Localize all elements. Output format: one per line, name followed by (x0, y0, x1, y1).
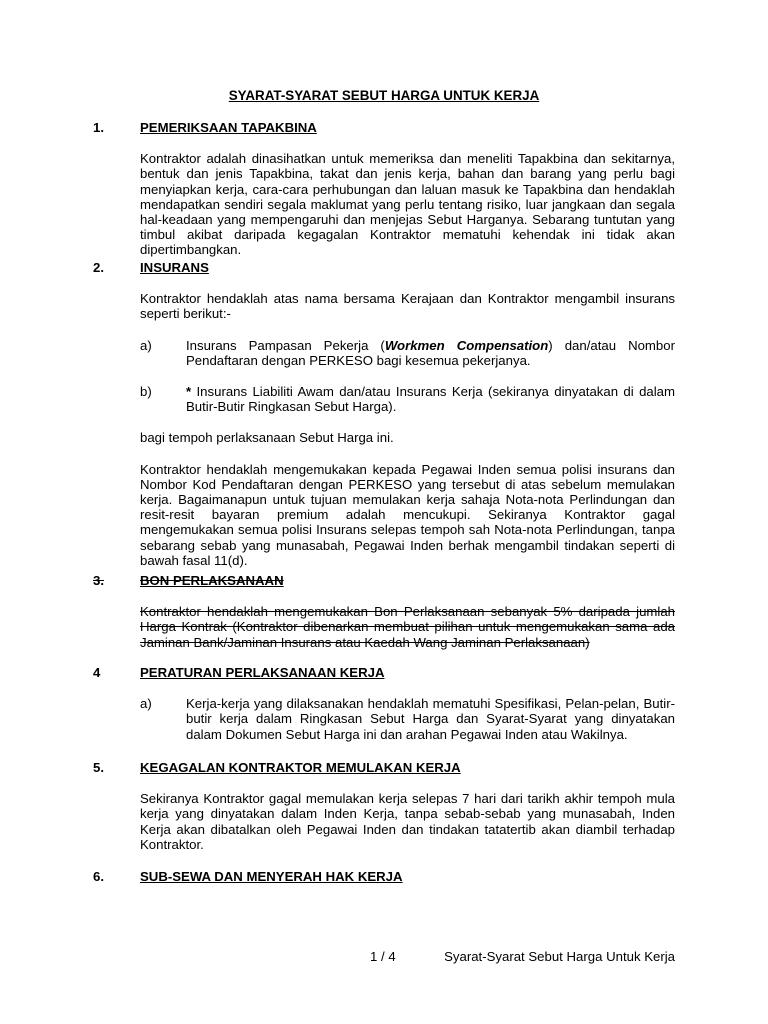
item-letter: a) (140, 696, 152, 712)
item-text (186, 384, 675, 414)
item-letter: a) (140, 337, 152, 353)
list-item-b (140, 384, 675, 414)
section-2-heading (93, 260, 675, 275)
item-text (186, 338, 675, 368)
section-1-paragraph: Kontraktor adalah dinasihatkan untuk memeriksa dan meneliti Tapakbina dan sekitarnya, bentuk dan jenis Tapakbina, takat dan jenis kerja, bahan dan barang yang perlu bagi menyiapkan kerja, cara-cara perhubungan dan laluan masuk ke Tapakbina dan hendaklah mendapatkan sendiri segala maklumat yang perlu tentang risiko, luar jangkaan dan segala hal-keadaan yang mempengaruhi dan menjejas Sebut Harganya. Sebarang tuntutan yang timbul akibat daripada kegagalan Kontraktor mematuhi kehendak ini tidak akan dipertimbangkan. (140, 151, 675, 258)
section-2-polisi: Kontraktor hendaklah mengemukakan kepada Pegawai Inden semua polisi insurans dan Nombor Kod Pendaftaran dengan PERKESO yang tersebut di atas sebelum memulakan kerja. Bagaimanapun untuk tujuan memulakan kerja sahaja Nota-nota Perlindungan dan resit-resit bayaran premium adalah mencukupi. Sekiranya Kontraktor gagal mengemukakan semua polisi Insurans selepas tempoh sah Nota-nota Perlindungan, tanpa sebarang sebab yang munasabah, Pegawai Inden berhak mengambil tindakan seperti di bawah fasal 11(d). (140, 461, 675, 568)
section-number: 4 (93, 665, 101, 680)
section-3-paragraph: Kontraktor hendaklah mengemukakan Bon Perlaksanaan sebanyak 5% daripada jumlah Harga Kontrak (Kontraktor dibenarkan membuat pilihan untuk mengemukakan sama ada Jaminan Bank/Jaminan Insurans atau Kaedah Wang Jaminan Perlaksanaan) (140, 604, 675, 650)
page-number: 1 / 4 (370, 949, 396, 964)
asterisk-marker: * (186, 384, 192, 400)
section-5 (93, 760, 675, 852)
section-1-heading (93, 120, 675, 135)
list-item-a (140, 338, 675, 368)
section-number: 3. (93, 573, 104, 588)
item-letter: b) (140, 384, 152, 400)
section-number: 5. (93, 760, 104, 775)
section-1 (93, 120, 675, 258)
section-number: 2. (93, 260, 104, 275)
section-5-paragraph: Sekiranya Kontraktor gagal memulakan kerja selepas 7 hari dari tarikh akhir tempoh mula kerja yang dinyatakan dalam Inden Kerja, tanpa sebab-sebab yang munasabah, Inden Kerja akan dibatalkan oleh Pegawai Inden dan tindakan tatatertib akan diambil terhadap Kontraktor. (140, 791, 675, 852)
item-emphasis: Workmen Compensation (384, 337, 549, 353)
section-4 (93, 665, 675, 742)
section-title: SUB-SEWA DAN MENYERAH HAK KERJA (140, 869, 403, 884)
section-number: 1. (93, 120, 104, 135)
section-5-heading (93, 760, 675, 775)
section-title: INSURANS (140, 260, 209, 275)
section-2-tempoh: bagi tempoh perlaksanaan Sebut Harga ini. (140, 430, 394, 446)
section-3 (93, 573, 675, 650)
list-item-a (140, 696, 675, 742)
document-title: SYARAT-SYARAT SEBUT HARGA UNTUK KERJA (228, 88, 540, 103)
section-title: KEGAGALAN KONTRAKTOR MEMULAKAN KERJA (140, 760, 461, 775)
footer-title: Syarat-Syarat Sebut Harga Untuk Kerja (444, 949, 675, 964)
item-text: Kerja-kerja yang dilaksanakan hendaklah mematuhi Spesifikasi, Pelan-pelan, Butir-butir kerja dalam Ringkasan Sebut Harga dan Syarat-Syarat yang dinyatakan dalam Dokumen Sebut Harga ini dan arahan Pegawai Inden atau Wakilnya. (186, 696, 675, 742)
section-2-intro: Kontraktor hendaklah atas nama bersama Kerajaan dan Kontraktor mengambil insurans seperti berikut:- (140, 291, 675, 322)
section-2 (93, 260, 675, 568)
section-title: BON PERLAKSANAAN (140, 573, 284, 588)
item-text-part: ) dan/atau Nombor Pendaftaran dengan PERKESO bagi kesemua pekerjanya. (186, 337, 675, 368)
section-3-heading (93, 573, 675, 588)
item-text-part: Insurans Liabiliti Awam dan/atau Insurans Kerja (sekiranya dinyatakan di dalam Butir-Butir Ringkasan Sebut Harga). (186, 384, 675, 415)
section-6 (93, 869, 675, 884)
section-4-heading (93, 665, 675, 680)
item-text-part: Insurans Pampasan Pekerja ( (186, 337, 385, 353)
section-title: PERATURAN PERLAKSANAAN KERJA (140, 665, 385, 680)
section-6-heading (93, 869, 675, 884)
section-number: 6. (93, 869, 104, 884)
section-title: PEMERIKSAAN TAPAKBINA (140, 120, 317, 135)
